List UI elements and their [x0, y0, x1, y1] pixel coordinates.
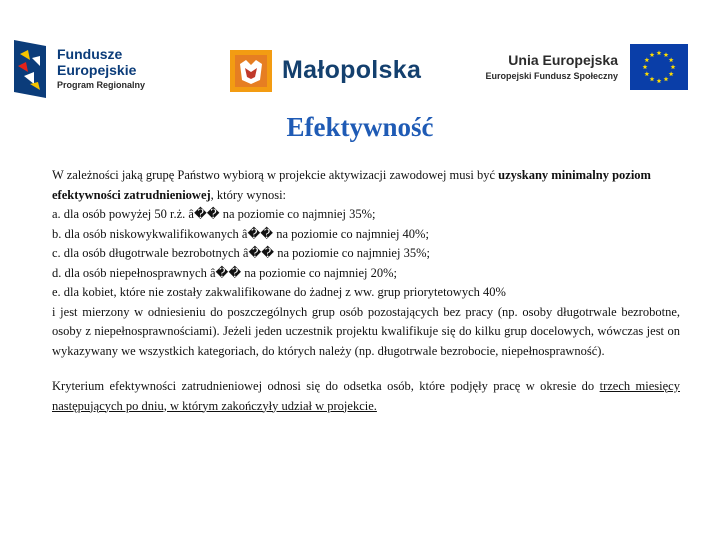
malopolska-crest-icon — [230, 50, 272, 92]
fundusze-line1: Fundusze — [57, 46, 123, 62]
page-title: Efektywność — [286, 112, 434, 142]
intro-bold-text: uzyskany minimalny poziom efektywności zatrudnieniowej — [52, 168, 651, 202]
list-item-c: c. dla osób długotrwale bezrobotnych â�� na poziomie co najmniej 35%; — [52, 246, 430, 260]
list-item-e: e. dla kobiet, które nie zostały zakwalifikowane do żadnej z ww. grup priorytetowych 40% — [52, 285, 506, 299]
measure-paragraph: i jest mierzony w odniesieniu do poszczególnych grup osób pozostających bez pracy (np. osoby długotrwale bezrobotne, osoby z niepełnosprawnościami). Jeżeli jeden uczestnik projektu kwalifikuje się do kilku grup docelowych, wówczas jest on wykazywany we wszystkich kategoriach, do których należy (np. długotrwale bezrobocie, niepełnosprawność). — [52, 304, 680, 358]
unia-line1: Unia Europejska — [508, 52, 618, 68]
malopolska-logo — [230, 50, 440, 94]
intro-paragraph — [52, 166, 680, 205]
fundusze-europejskie-logo — [14, 40, 164, 98]
fundusze-line2: Europejskie — [57, 62, 137, 78]
document-body — [52, 166, 680, 416]
criterion-underlined-text: trzech miesięcy następujących po dniu, w którym zakończyły udział w projekcie. — [52, 379, 680, 413]
list-item-b: b. dla osób niskowykwalifikowanych â�� na poziomie co najmniej 40%; — [52, 226, 429, 241]
intro-text: W zależności jaką grupę Państwo wybiorą w projekcie aktywizacji zawodowej musi być — [52, 168, 499, 182]
list-item-a: a. dla osób powyżej 50 r.ż. â�� na poziomie co najmniej 35%; — [52, 207, 376, 221]
unia-europejska-text — [470, 51, 618, 83]
logo-bar — [0, 0, 720, 110]
unia-europejska-logo — [470, 44, 710, 94]
malopolska-text: Małopolska — [282, 56, 422, 84]
paragraph-spacer — [52, 361, 680, 377]
eu-flag-icon — [630, 44, 688, 90]
criterion-text: Kryterium efektywności zatrudnieniowej odnosi się do odsetka osób, które podjęły pracę w okresie do — [52, 379, 600, 393]
unia-line2: Europejski Fundusz Społeczny — [485, 71, 618, 81]
list-item-d: d. dla osób niepełnosprawnych â�� na poziomie co najmniej 20%; — [52, 265, 397, 280]
fundusze-europejskie-flag-icon — [14, 40, 46, 98]
criterion-paragraph — [52, 377, 680, 416]
fundusze-line3: Program Regionalny — [57, 80, 146, 90]
fundusze-europejskie-text — [57, 46, 145, 92]
intro-suffix: , który wynosi: — [210, 187, 287, 202]
